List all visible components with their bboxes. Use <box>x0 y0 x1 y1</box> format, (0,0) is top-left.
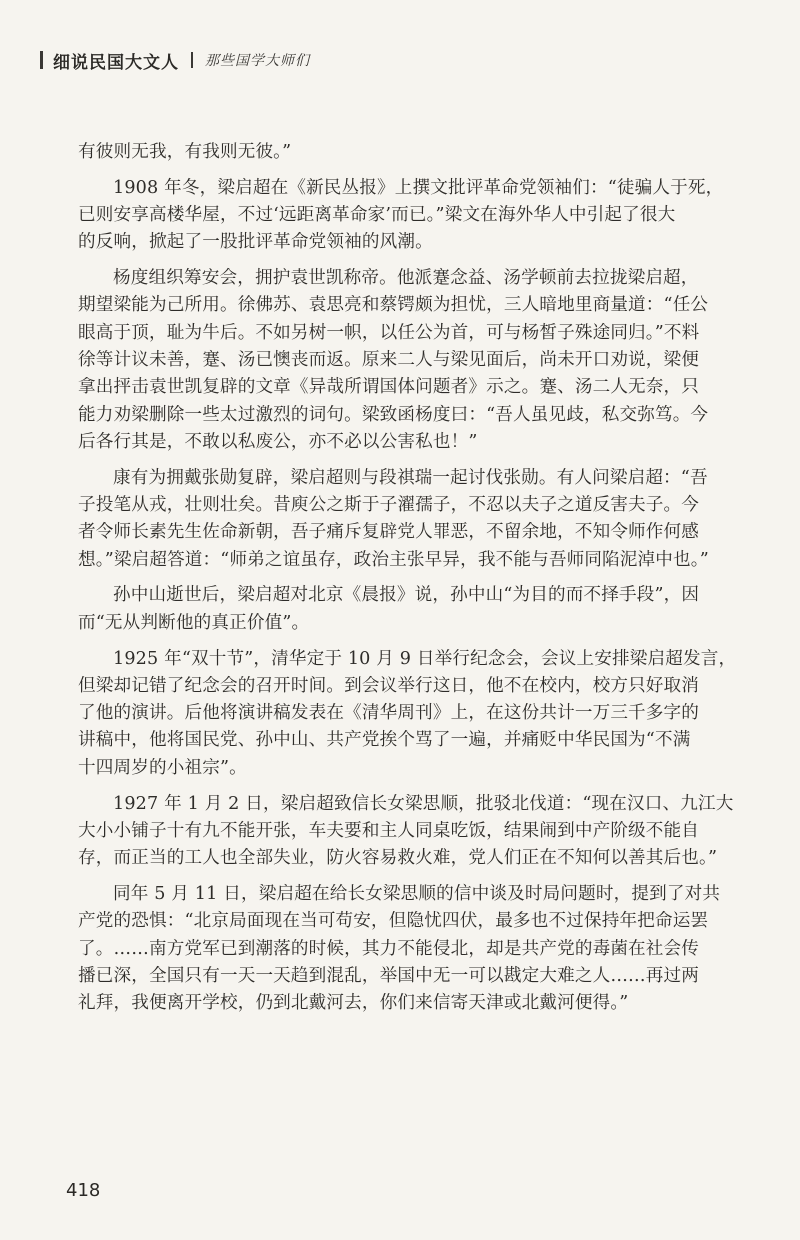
text-line: 康有为拥戴张勋复辟，梁启超则与段祺瑞一起讨伐张勋。有人问梁启超：“吾 <box>113 467 708 488</box>
text-line: 存，而正当的工人也全部失业，防火容易救火难，党人们正在不知何以善其后也。” <box>78 848 718 869</box>
page-number: 418 <box>66 1180 101 1201</box>
paragraph <box>78 265 738 456</box>
body-text <box>78 139 738 1017</box>
header-separator <box>191 52 193 68</box>
text-line: 产党的恐惧：“北京局面现在当可苟安，但隐忧四伏，最多也不过保持年把命运罢 <box>78 911 709 932</box>
text-line: 后各行其是，不敢以私废公，亦不必以公害私也！” <box>78 431 478 452</box>
text-line: 了他的演讲。后他将演讲稿发表在《清华周刊》上，在这份共计一万三千多字的 <box>78 703 700 724</box>
text-line: 但梁却记错了纪念会的召开时间。到会议举行这日，他不在校内，校方只好取消 <box>78 675 700 696</box>
paragraph <box>78 881 738 1017</box>
text-line: 同年 5 月 11 日，梁启超在给长女梁思顺的信中谈及时局问题时，提到了对共 <box>113 883 721 904</box>
running-header <box>40 48 310 72</box>
paragraph <box>78 646 738 782</box>
text-line: 而“无从判断他的真正价值”。 <box>78 612 310 633</box>
text-line: 讲稿中，他将国民党、孙中山、共产党挨个骂了一遍，并痛贬中华民国为“不满 <box>78 730 691 751</box>
paragraph <box>78 582 738 637</box>
paragraph <box>78 465 738 574</box>
book-title: 细说民国大文人 <box>53 52 179 73</box>
text-line: 想。”梁启超答道：“师弟之谊虽存，政治主张早异，我不能与吾师同陷泥淖中也。” <box>78 549 709 570</box>
text-line: 1927 年 1 月 2 日，梁启超致信长女梁思顺，批驳北伐道：“现在汉口、九江大 <box>113 793 734 814</box>
text-line: 有彼则无我，有我则无彼。” <box>78 142 292 162</box>
text-line: 眼高于顶，耻为牛后。不如另树一帜，以任公为首，可与杨皙子殊途同归。”不料 <box>78 322 700 343</box>
text-line: 1908 年冬，梁启超在《新民丛报》上撰文批评革命党领袖们：“徒骗人于死， <box>113 177 724 198</box>
header-bar-divider <box>40 51 43 69</box>
text-line: 孙中山逝世后，梁启超对北京《晨报》说，孙中山“为目的而不择手段”，因 <box>113 585 700 606</box>
text-line: 了。……南方党军已到潮落的时候，其力不能侵北，却是共产党的毒菌在社会传 <box>78 938 700 959</box>
text-line: 礼拜，我便离开学校，仍到北戴河去，你们来信寄天津或北戴河便得。” <box>78 993 629 1014</box>
text-line: 拿出抨击袁世凯复辟的文章《异哉所谓国体问题者》示之。蹇、汤二人无奈，只 <box>78 377 700 398</box>
text-line: 1925 年“双十节”，清华定于 10 月 9 日举行纪念会，会议上安排梁启超发言， <box>113 648 737 669</box>
paragraph <box>78 175 738 257</box>
text-line: 播已深，全国只有一天一天趋到混乱，举国中无一可以戡定大难之人……再过两 <box>78 965 700 986</box>
text-line: 已则安享高楼华屋，不过‘远距离革命家’而已。”梁文在海外华人中引起了很大 <box>78 205 676 226</box>
chapter-title: 那些国学大师们 <box>205 53 310 69</box>
text-line: 期望梁能为己所用。徐佛苏、袁思亮和蔡锷颇为担忧，三人暗地里商量道：“任公 <box>78 295 709 316</box>
text-line: 者令师长素先生佐命新朝，吾子痛斥复辟党人罪恶，不留余地，不知令师作何感 <box>78 522 700 543</box>
text-line: 的反响，掀起了一股批评革命党领袖的风潮。 <box>78 232 433 253</box>
text-line: 徐等计议未善，蹇、汤已懊丧而返。原来二人与梁见面后，尚未开口劝说，梁便 <box>78 350 700 371</box>
text-line: 子投笔从戎，壮则壮矣。昔庾公之斯于子濯孺子，不忍以夫子之道反害夫子。今 <box>78 495 700 516</box>
text-line: 杨度组织筹安会，拥护袁世凯称帝。他派蹇念益、汤学顿前去拉拢梁启超， <box>113 268 699 289</box>
paragraph <box>78 791 738 873</box>
text-line: 十四周岁的小祖宗”。 <box>78 757 247 778</box>
text-line: 大小小铺子十有九不能开张，车夫要和主人同桌吃饭，结果闹到中产阶级不能自 <box>78 820 700 841</box>
text-line: 能力劝梁删除一些太过激烈的词句。梁致函杨度曰：“吾人虽见歧，私交弥笃。今 <box>78 404 709 425</box>
paragraph <box>78 139 738 166</box>
